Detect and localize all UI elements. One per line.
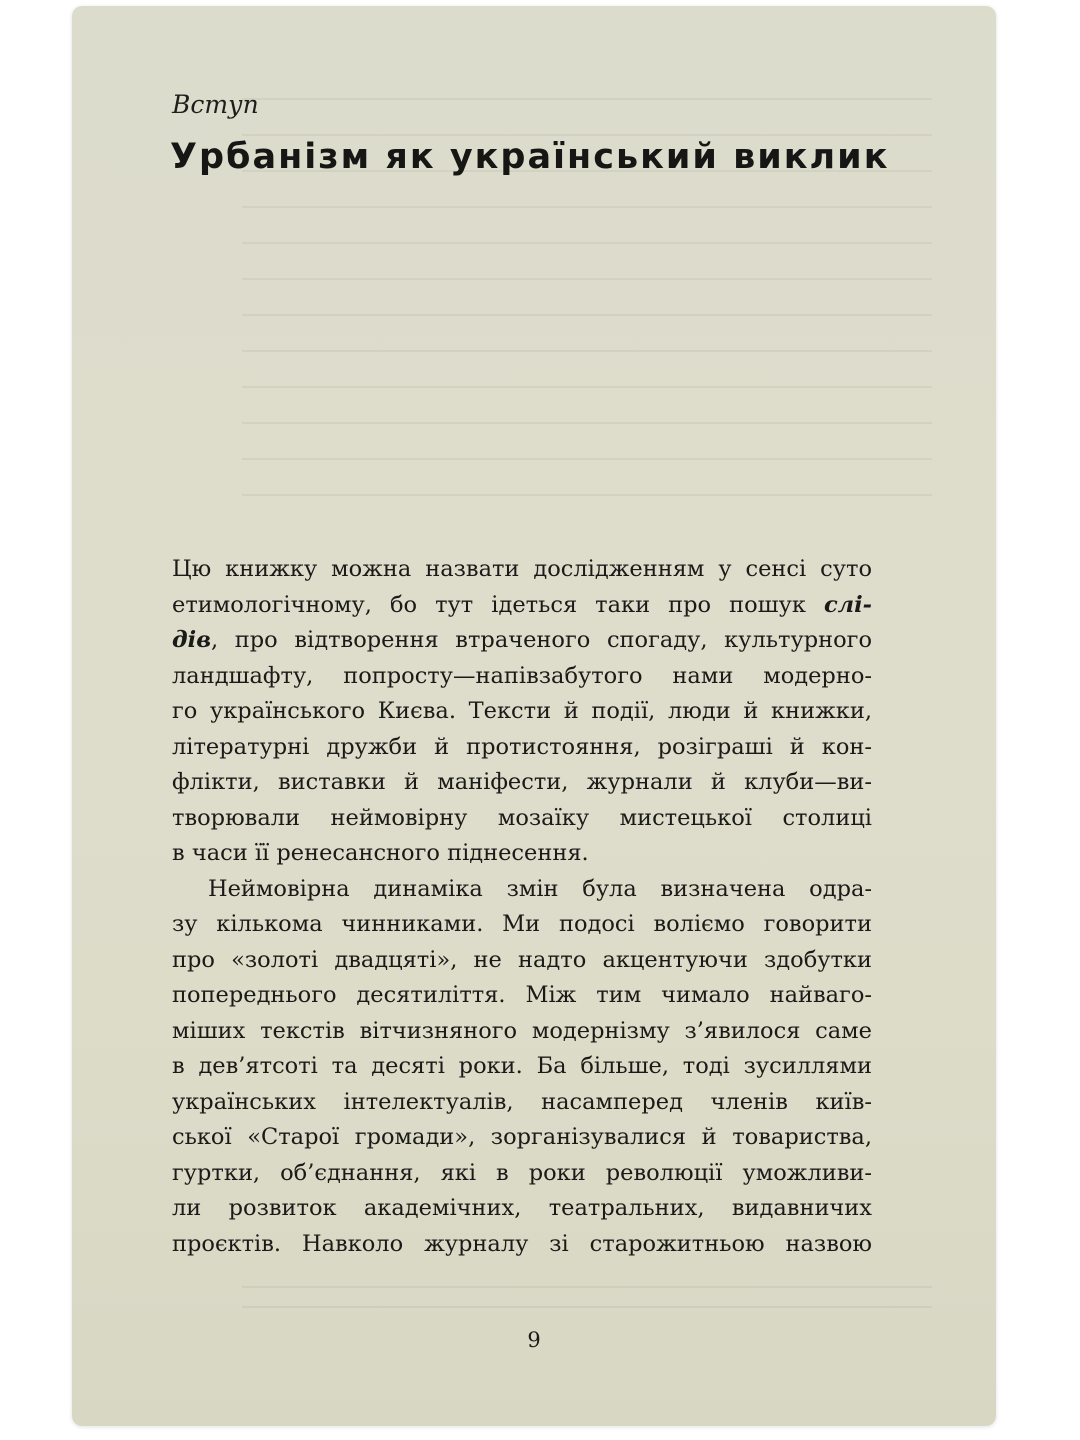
- text-line: про «золоті двадцяті», не надто акцентуючи здобутки: [172, 946, 872, 973]
- book-page: [72, 6, 996, 1426]
- emphasis: слі-: [823, 591, 872, 618]
- text-line: міших текстів вітчизняного модернізму з’явилося саме: [172, 1017, 872, 1044]
- text-line: ли розвиток академічних, театральних, видавничих: [172, 1195, 872, 1221]
- text-line: дів, про відтворення втраченого спогаду, культурного: [172, 627, 872, 653]
- text-line: ської «Старої громади», зорганізувалися й товариства,: [172, 1124, 872, 1150]
- text-line: флікти, виставки й маніфести, журнали й клуби—ви-: [172, 769, 872, 795]
- page-number: 9: [527, 1328, 541, 1352]
- text-line: гуртки, об’єднання, які в роки революції уможливи-: [172, 1159, 872, 1186]
- text-line: проєктів. Навколо журналу зі старожитньою назвою: [172, 1230, 872, 1257]
- text-line: зу кількома чинниками. Ми подосі воліємо говорити: [172, 911, 872, 937]
- text-line: літературні дружби й протистояння, розіграші й кон-: [172, 733, 872, 760]
- text-line: в дев’ятсоті та десяті роки. Ба більше, тоді зусиллями: [172, 1053, 872, 1079]
- text-line: ландшафту, попросту—напівзабутого нами модерно-: [172, 662, 872, 689]
- text-line: в часи її ренесансного піднесення.: [172, 840, 589, 866]
- text-line: го українського Києва. Тексти й події, люди й книжки,: [172, 698, 872, 724]
- text-line: етимологічному, бо тут ідеться таки про пошук слі-: [172, 591, 872, 618]
- paragraph-1: [172, 552, 872, 872]
- text-line: попереднього десятиліття. Між тим чимало найваго-: [172, 982, 872, 1008]
- body-text: [172, 552, 872, 1262]
- text-line: Неймовірна динаміка змін була визначена одра-: [208, 875, 872, 902]
- chapter-title: Урбанізм як український виклик: [170, 137, 890, 177]
- paragraph-2: [172, 872, 872, 1263]
- text-line: Цю книжку можна назвати дослідженням у сенсі суто: [172, 556, 872, 582]
- emphasis: дів: [172, 627, 211, 653]
- section-label: Вступ: [172, 90, 259, 119]
- text-line: українських інтелектуалів, насамперед членів київ-: [172, 1088, 872, 1115]
- text-line: творювали неймовірну мозаїку мистецької столиці: [172, 804, 872, 831]
